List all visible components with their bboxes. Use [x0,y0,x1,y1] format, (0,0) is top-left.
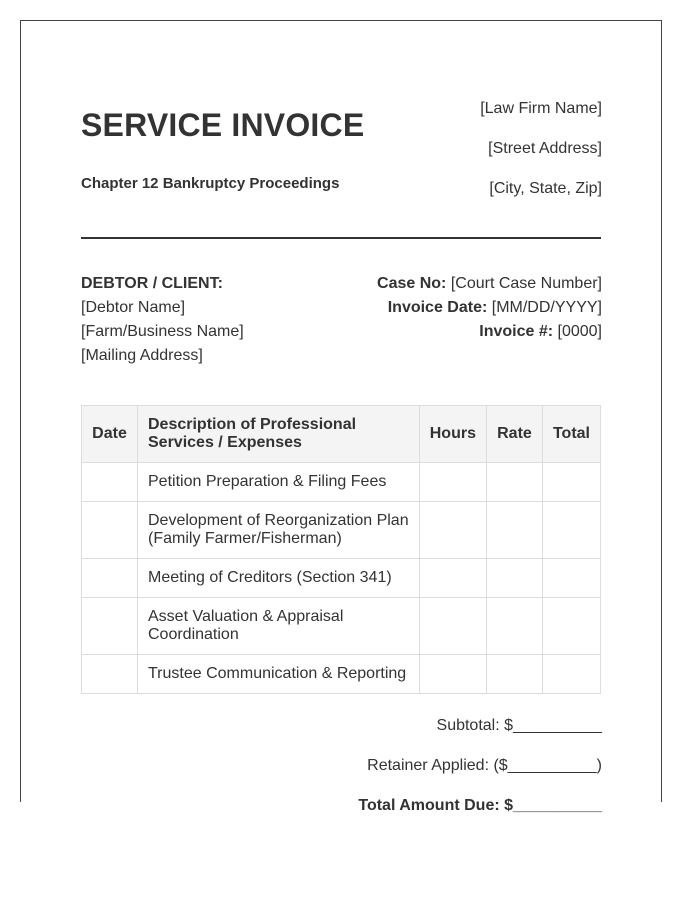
firm-street-address: [Street Address] [488,140,602,157]
client-block [81,272,244,368]
cell-hours [419,655,486,694]
table-header-row [82,406,601,463]
header-total: Total [542,406,600,463]
cell-total [542,502,600,559]
cell-description: Asset Valuation & Appraisal Coordination [138,598,420,655]
cell-rate [486,655,542,694]
table-row [82,655,601,694]
cell-rate [486,559,542,598]
cell-rate [486,598,542,655]
cell-date [82,463,138,502]
cell-hours [419,463,486,502]
cell-rate [486,502,542,559]
case-number-line [377,272,602,296]
cell-date [82,559,138,598]
invoice-page [20,20,662,814]
cell-date [82,655,138,694]
header-divider [81,237,601,239]
law-firm-block [480,100,602,220]
client-label: DEBTOR / CLIENT: [81,275,223,292]
invoice-meta-block [377,272,602,344]
invoice-number-label: Invoice #: [479,323,554,340]
services-table [81,405,601,694]
invoice-number-line [377,320,602,344]
table-row [82,502,601,559]
cell-hours [419,598,486,655]
totals-block [358,716,602,836]
invoice-date-value: [MM/DD/YYYY] [487,299,602,316]
subtotal-line: Subtotal: $__________ [436,717,602,734]
header-hours: Hours [419,406,486,463]
table-row [82,463,601,502]
invoice-date-label: Invoice Date: [387,299,488,316]
header-description: Description of Professional Services / Expenses [138,406,420,463]
header-date: Date [82,406,138,463]
cell-hours [419,502,486,559]
table-row [82,598,601,655]
cell-total [542,463,600,502]
cell-description: Trustee Communication & Reporting [138,655,420,694]
cell-total [542,598,600,655]
invoice-subtitle: Chapter 12 Bankruptcy Proceedings [81,175,340,192]
cell-hours [419,559,486,598]
retainer-line: Retainer Applied: ($__________) [367,757,602,774]
debtor-name: [Debtor Name] [81,299,186,316]
cell-rate [486,463,542,502]
page-title: SERVICE INVOICE [81,107,365,143]
firm-city-state-zip: [City, State, Zip] [489,180,602,197]
invoice-number-value: [0000] [553,323,602,340]
cell-total [542,655,600,694]
cell-date [82,598,138,655]
header-rate: Rate [486,406,542,463]
case-number-value: [Court Case Number] [446,275,602,292]
cell-description: Meeting of Creditors (Section 341) [138,559,420,598]
total-due-line: Total Amount Due: $__________ [358,797,602,814]
invoice-date-line [377,296,602,320]
firm-name: [Law Firm Name] [480,100,602,117]
cell-total [542,559,600,598]
table-row [82,559,601,598]
business-name: [Farm/Business Name] [81,323,244,340]
cell-date [82,502,138,559]
cell-description: Development of Reorganization Plan (Family Farmer/Fisherman) [138,502,420,559]
mailing-address: [Mailing Address] [81,347,203,364]
cell-description: Petition Preparation & Filing Fees [138,463,420,502]
case-number-label: Case No: [377,275,447,292]
